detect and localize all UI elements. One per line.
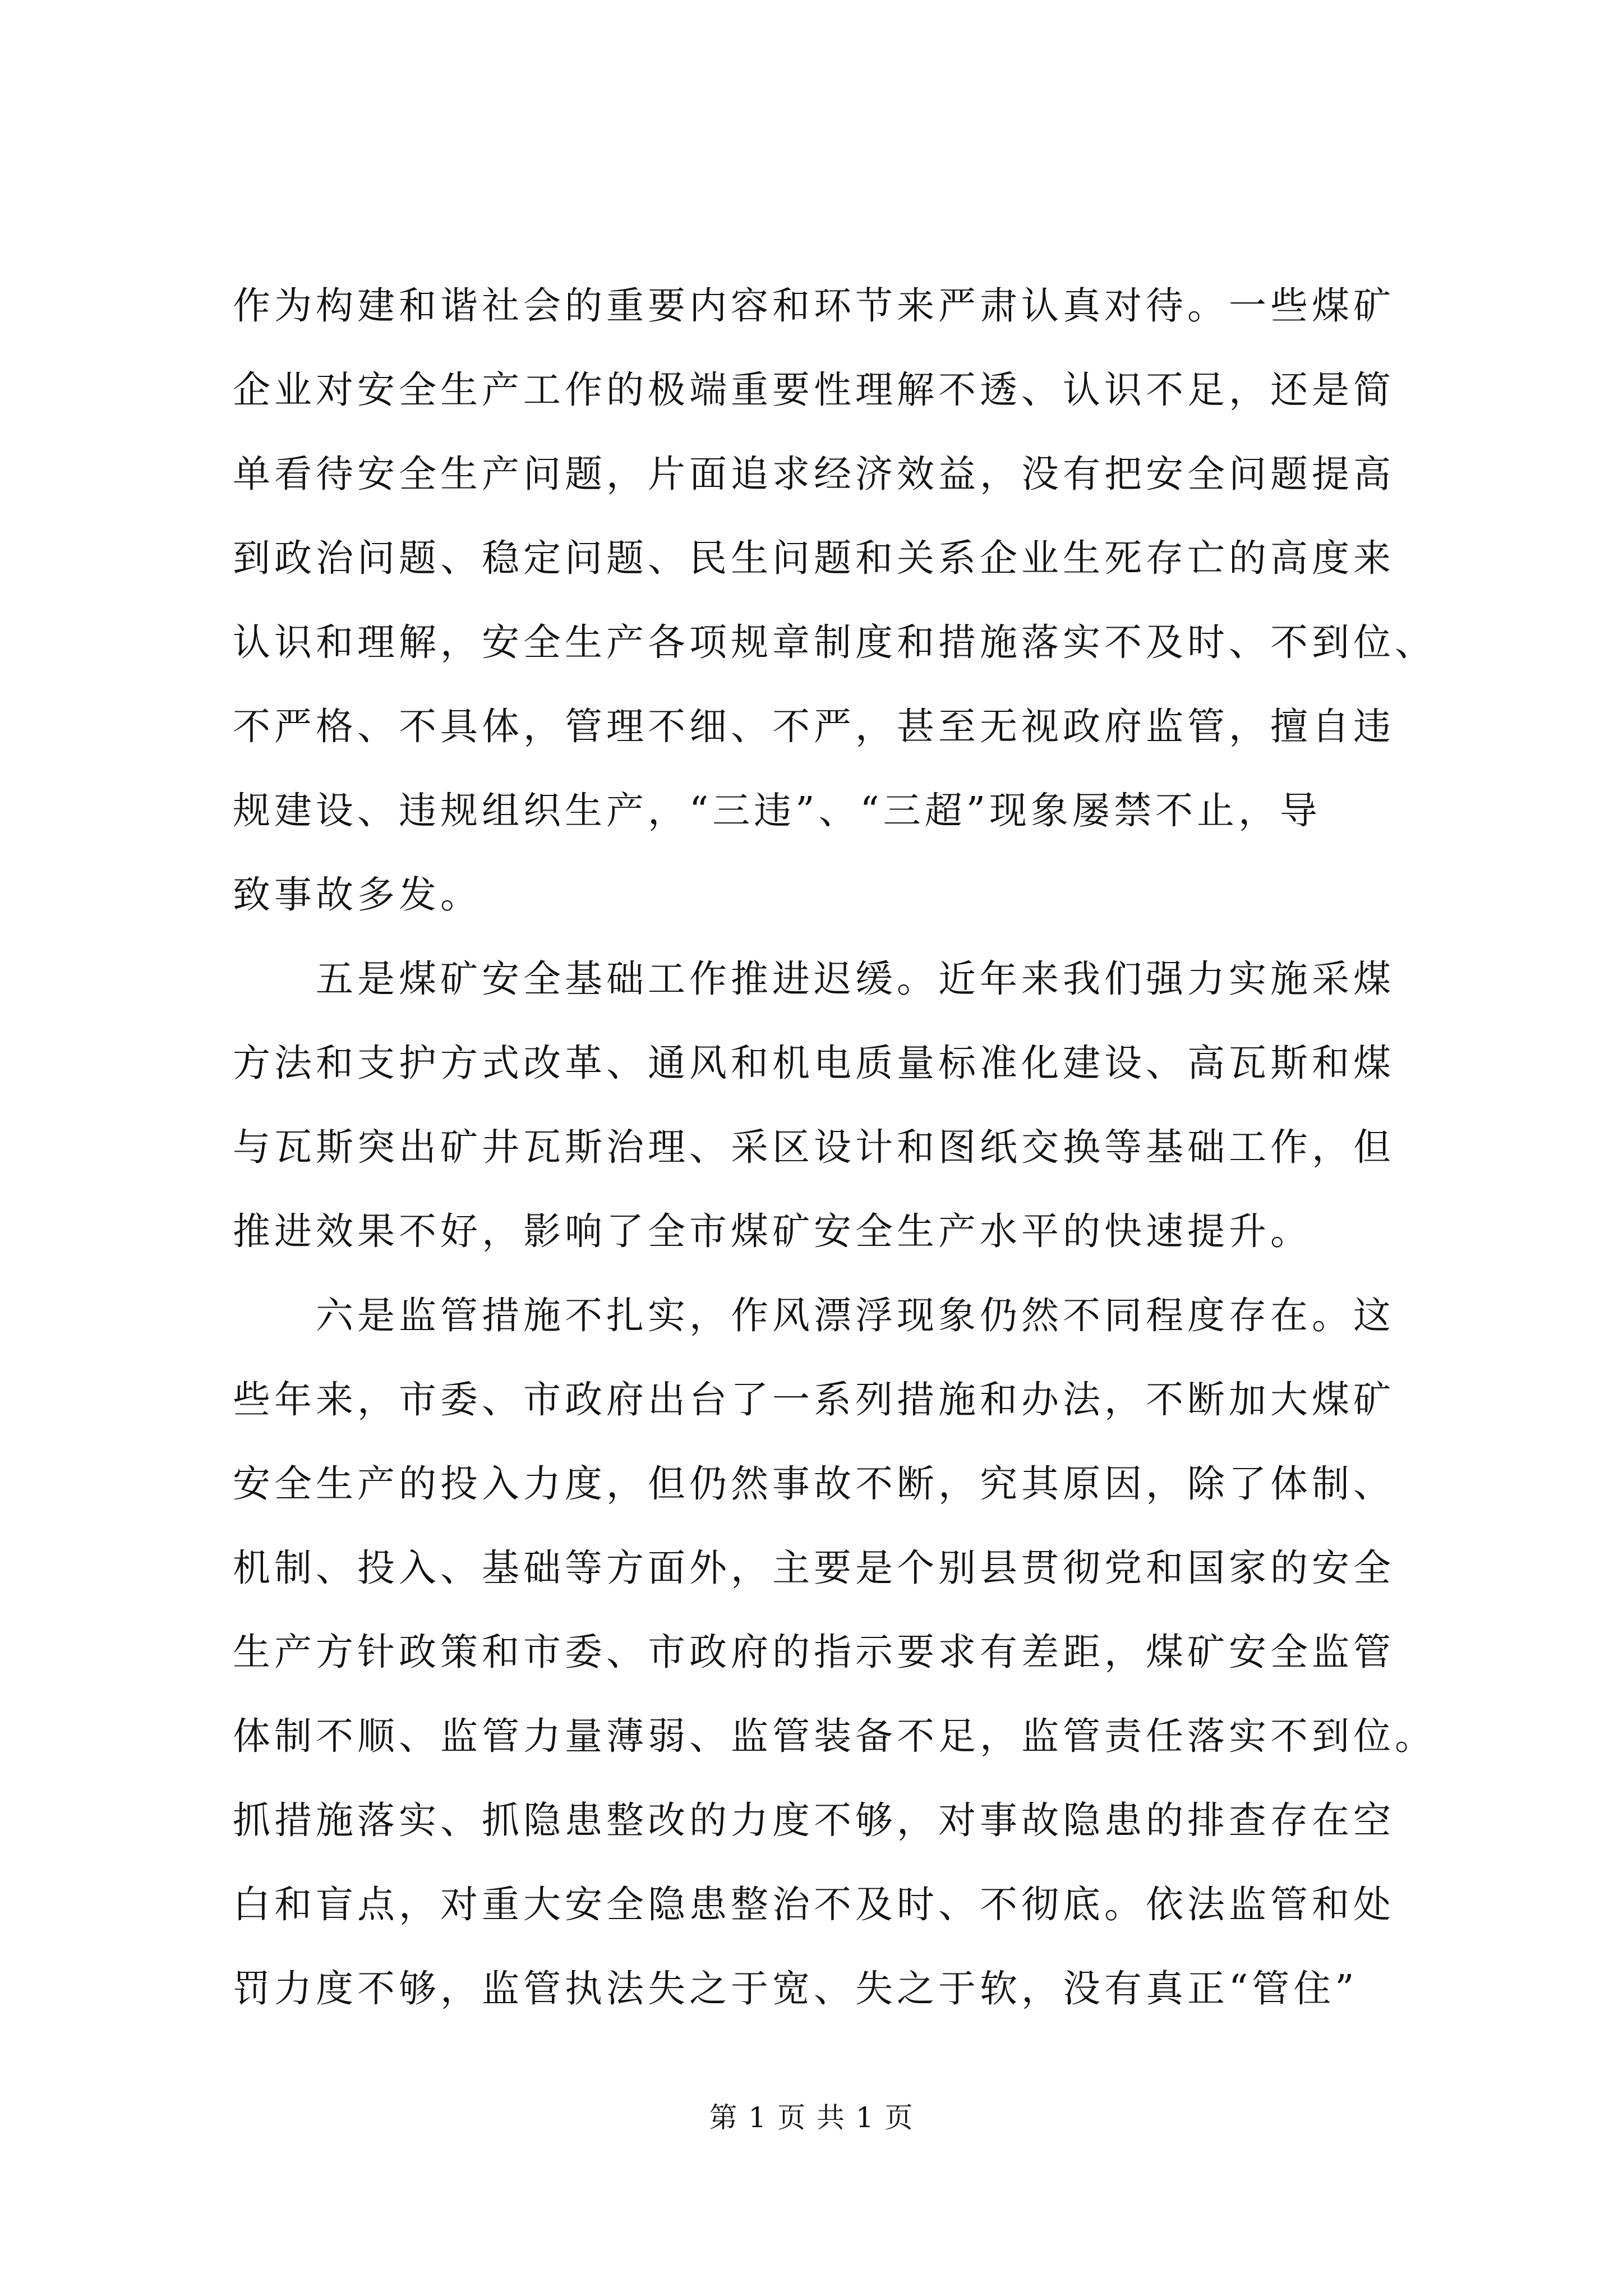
body-text — [233, 264, 1436, 2031]
text-line: 六是监管措施不扎实，作风漂浮现象仍然不同程度存在。这 — [233, 1294, 1395, 1337]
text-line: 到政治问题、稳定问题、民生问题和关系企业生死存亡的高度来 — [233, 536, 1395, 580]
text-line: 与瓦斯突出矿井瓦斯治理、采区设计和图纸交换等基础工作，但 — [233, 1125, 1395, 1169]
text-line: 白和盲点，对重大安全隐患整治不及时、不彻底。依法监管和处 — [233, 1883, 1395, 1926]
page-footer — [0, 2098, 1623, 2137]
text-line: 生产方针政策和市委、市政府的指示要求有差距，煤矿安全监管 — [233, 1630, 1395, 1674]
text-line: 认识和理解，安全生产各项规章制度和措施落实不及时、不到位、 — [233, 620, 1436, 664]
text-line: 致事故多发。 — [233, 873, 482, 917]
text-line: 方法和支护方式改革、通风和机电质量标准化建设、高瓦斯和煤 — [233, 1041, 1395, 1085]
text-line: 单看待安全生产问题，片面追求经济效益，没有把安全问题提高 — [233, 452, 1395, 496]
text-line: 机制、投入、基础等方面外，主要是个别县贯彻党和国家的安全 — [233, 1546, 1395, 1590]
text-line: 体制不顺、监管力量薄弱、监管装备不足，监管责任落实不到位。 — [233, 1714, 1436, 1758]
text-line: 些年来，市委、市政府出台了一系列措施和办法，不断加大煤矿 — [233, 1378, 1395, 1421]
text-line: 抓措施落实、抓隐患整改的力度不够，对事故隐患的排查存在空 — [233, 1798, 1395, 1842]
text-line: 安全生产的投入力度，但仍然事故不断，究其原因，除了体制、 — [233, 1462, 1395, 1506]
text-line: 作为构建和谐社会的重要内容和环节来严肃认真对待。一些煤矿 — [233, 284, 1395, 328]
text-line: 企业对安全生产工作的极端重要性理解不透、认识不足，还是简 — [233, 368, 1395, 412]
text-line: 五是煤矿安全基础工作推进迟缓。近年来我们强力实施采煤 — [233, 957, 1395, 1001]
page-number: 第 1 页 共 1 页 — [709, 2101, 914, 2134]
text-line: 推进效果不好，影响了全市煤矿安全生产水平的快速提升。 — [233, 1209, 1312, 1253]
text-line: 规建设、违规组织生产，“三违”、“三超”现象屡禁不止，导 — [233, 789, 1322, 832]
text-line: 不严格、不具体，管理不细、不严，甚至无视政府监管，擅自违 — [233, 705, 1395, 748]
text-line: 罚力度不够，监管执法失之于宽、失之于软，没有真正“管住” — [233, 1967, 1358, 2010]
